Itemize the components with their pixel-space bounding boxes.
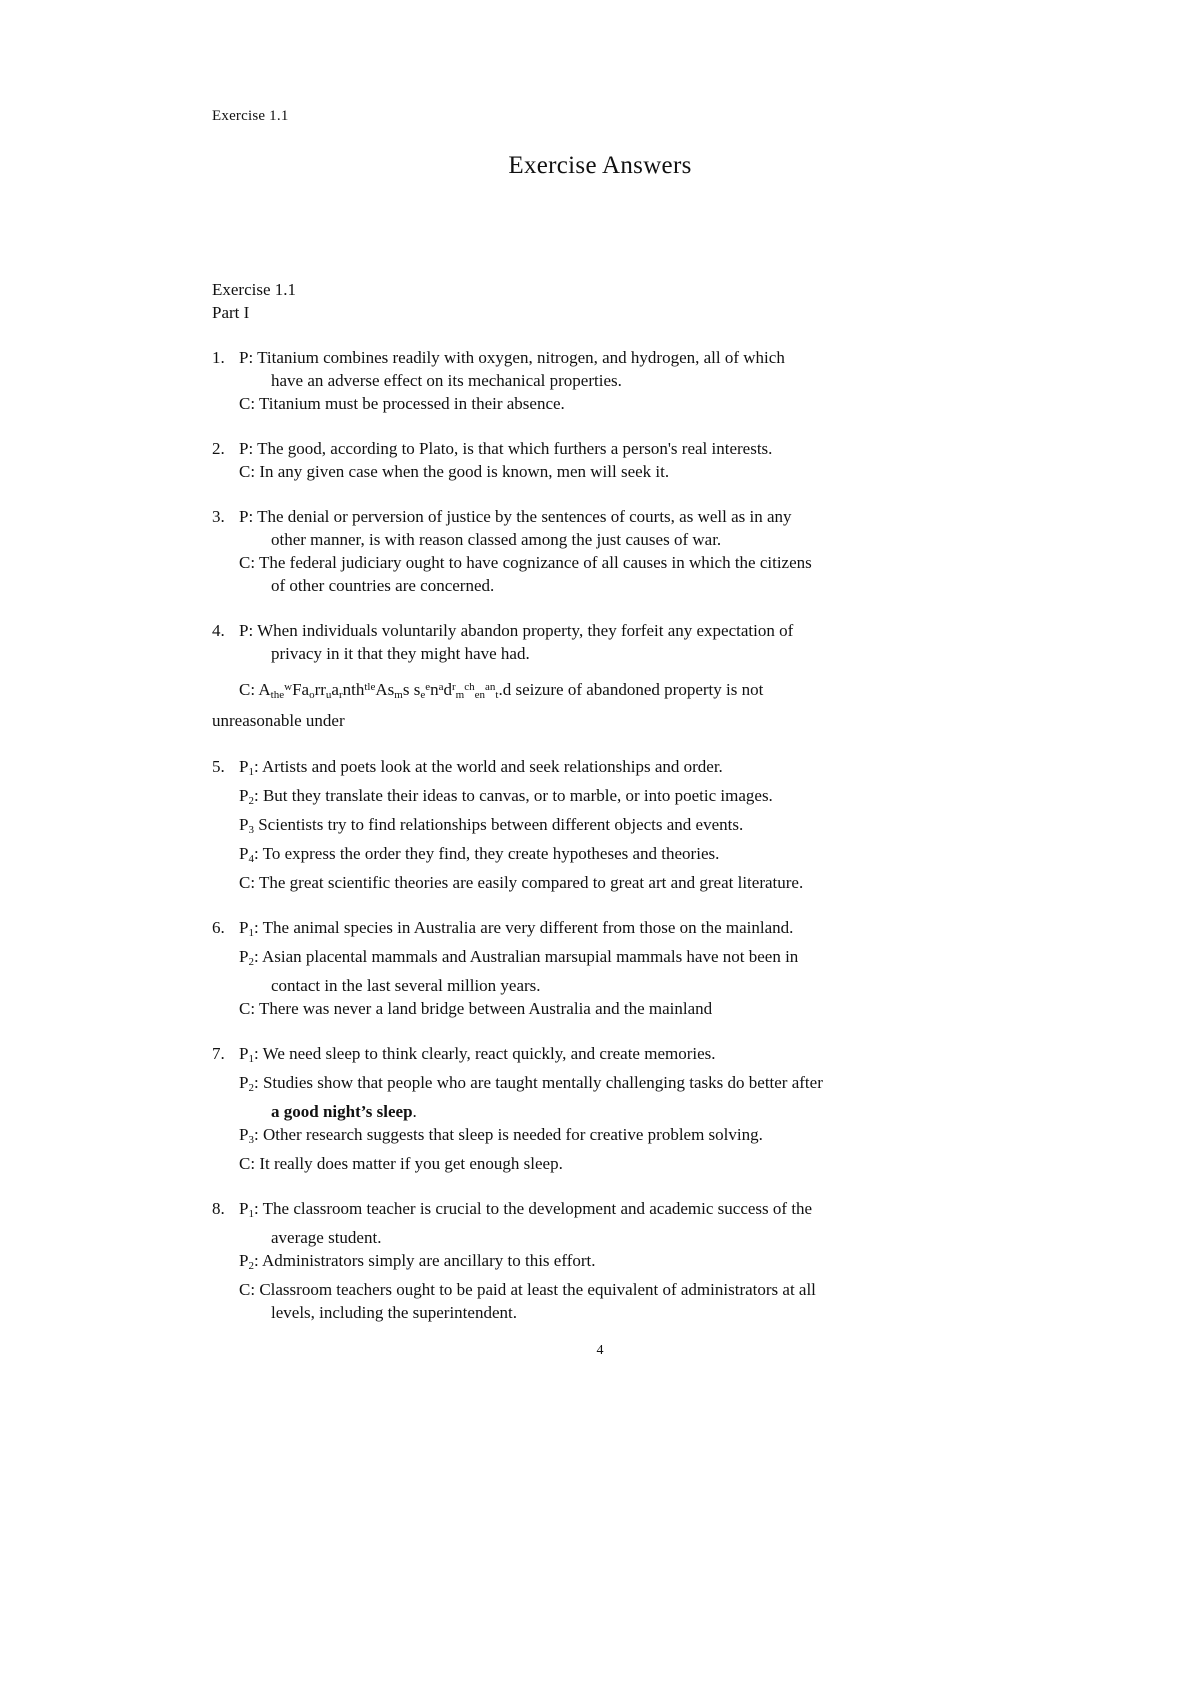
statement-text: The good, according to Plato, is that which furthers a person's real interests.	[253, 439, 773, 458]
part-label: Part I	[212, 303, 250, 322]
statement-line	[239, 916, 992, 945]
garbled-fragment: s	[409, 680, 421, 699]
garbled-fragment: A	[375, 680, 388, 699]
label-letter: C:	[239, 394, 256, 413]
statement-text: In any given case when the good is known, men will seek it.	[255, 462, 670, 481]
garbled-fragment: .	[498, 680, 503, 699]
garbled-conclusion-line	[212, 675, 992, 733]
statement-line	[239, 945, 992, 974]
statement-label	[239, 999, 255, 1018]
statement-text: Studies show that people who are taught mentally challenging tasks do better after	[258, 1073, 823, 1092]
list-item	[212, 437, 992, 483]
garbled-fragment: m	[455, 689, 465, 701]
statement-label	[239, 348, 253, 367]
label-subscript: 2	[248, 795, 254, 807]
garbled-fragment: a	[301, 680, 310, 699]
label-separator: :	[253, 1251, 259, 1270]
garbled-fragment: e	[420, 689, 426, 701]
statement-line	[239, 528, 992, 551]
garbled-fragment: e	[425, 681, 431, 693]
bold-text: a good night’s sleep	[271, 1102, 413, 1121]
label-letter: P	[239, 757, 249, 776]
statement-text: d seizure of abandoned property is not	[502, 680, 764, 699]
statement-text-wrap: unreasonable under	[212, 711, 345, 730]
garbled-fragment: u	[325, 689, 332, 701]
item-number: 5.	[212, 757, 225, 776]
label-letter: P:	[239, 507, 254, 526]
garbled-fragment: n	[430, 680, 439, 699]
statement-label	[239, 553, 255, 572]
statement-text: Titanium combines readily with oxygen, nitrogen, and hydrogen, all of which	[253, 348, 785, 367]
label-letter: C:	[239, 553, 256, 572]
statement-label	[239, 1154, 255, 1173]
statement-label	[239, 786, 259, 805]
statement-line	[239, 346, 992, 369]
label-letter: P	[239, 1073, 249, 1092]
statement-text: We need sleep to think clearly, react quickly, and create memories.	[258, 1044, 716, 1063]
item-number: 2.	[212, 439, 225, 458]
label-subscript: 1	[248, 1053, 254, 1065]
garbled-fragment: the	[270, 689, 285, 701]
list-item	[212, 619, 992, 733]
statement-text: The denial or perversion of justice by the sentences of courts, as well as in any	[253, 507, 792, 526]
statement-line	[239, 1100, 992, 1123]
running-head: Exercise 1.1	[212, 108, 289, 124]
statement-label	[239, 1199, 259, 1218]
statement-line	[239, 1123, 992, 1152]
label-separator: :	[253, 844, 259, 863]
statement-text: Titanium must be processed in their absence.	[255, 394, 565, 413]
item-number: 6.	[212, 918, 225, 937]
label-letter: P	[239, 947, 249, 966]
label-separator: :	[253, 1044, 259, 1063]
statement-text: There was never a land bridge between Australia and the mainland	[255, 999, 713, 1018]
page-number: 4	[596, 1343, 604, 1358]
statement-line	[239, 1042, 992, 1071]
statement-line	[239, 1152, 992, 1175]
statement-label: C:	[239, 680, 256, 699]
statement-line	[239, 551, 992, 574]
label-letter: P	[239, 1199, 249, 1218]
garbled-fragment: F	[292, 680, 302, 699]
garbled-fragment: n	[342, 680, 352, 699]
list-item	[212, 505, 992, 597]
garbled-fragment: en	[474, 689, 486, 701]
statement-line	[239, 842, 992, 871]
statement-label	[239, 1251, 259, 1270]
label-subscript: 1	[248, 766, 254, 778]
statement-label	[239, 757, 259, 776]
garbled-fragment: o	[309, 689, 315, 701]
statement-text: But they translate their ideas to canvas, or to marble, or into poetic images.	[258, 786, 773, 805]
list-item	[212, 916, 992, 1020]
statement-text: contact in the last several million years.	[271, 976, 541, 995]
statement-text: .	[412, 1102, 417, 1121]
statement-line	[239, 974, 992, 997]
statement-line	[239, 574, 992, 597]
exercise-label: Exercise 1.1	[212, 280, 297, 299]
statement-text: have an adverse effect on its mechanical properties.	[271, 371, 622, 390]
list-item	[212, 346, 992, 415]
statement-line	[239, 755, 992, 784]
statement-line	[239, 997, 992, 1020]
label-subscript: 2	[248, 1260, 254, 1272]
garbled-fragment: a	[438, 681, 444, 693]
label-subscript: 3	[248, 824, 254, 836]
statement-line	[239, 1301, 992, 1324]
statement-text: Classroom teachers ought to be paid at least the equivalent of administrators at all	[255, 1280, 816, 1299]
label-separator: :	[253, 786, 259, 805]
label-subscript: 1	[248, 927, 254, 939]
label-letter: P	[239, 1125, 249, 1144]
label-separator: :	[253, 1125, 259, 1144]
statement-label	[239, 1044, 259, 1063]
statement-label	[239, 462, 255, 481]
statement-label	[239, 1125, 259, 1144]
garbled-fragment: an	[485, 681, 496, 693]
garbled-fragment: r	[338, 689, 343, 701]
page-title: Exercise Answers	[508, 152, 692, 179]
garbled-fragment: rr	[314, 680, 326, 699]
statement-line	[239, 460, 992, 483]
label-letter: C:	[239, 999, 256, 1018]
answer-list	[212, 346, 992, 1324]
answers-body	[212, 278, 992, 1346]
statement-label	[239, 439, 253, 458]
statement-line	[239, 813, 992, 842]
statement-label	[239, 1280, 255, 1299]
garbled-fragment: d	[443, 680, 452, 699]
statement-text: When individuals voluntarily abandon property, they forfeit any expectation of	[253, 621, 794, 640]
statement-line	[239, 1071, 992, 1100]
label-subscript: 1	[248, 1208, 254, 1220]
label-separator: :	[253, 757, 259, 776]
item-number: 7.	[212, 1044, 225, 1063]
label-letter: P:	[239, 439, 254, 458]
statement-label	[239, 1073, 259, 1092]
statement-line	[239, 505, 992, 528]
statement-text: average student.	[271, 1228, 382, 1247]
statement-text: The animal species in Australia are very different from those on the mainland.	[258, 918, 794, 937]
statement-text: other manner, is with reason classed among the just causes of war.	[271, 530, 722, 549]
item-number: 1.	[212, 348, 225, 367]
label-letter: P	[239, 786, 249, 805]
garbled-fragment: t	[495, 689, 499, 701]
label-letter: P:	[239, 348, 254, 367]
label-letter: P	[239, 815, 249, 834]
statement-label	[239, 947, 259, 966]
statement-line	[239, 619, 992, 642]
label-letter: C:	[239, 1154, 256, 1173]
label-separator: :	[253, 918, 259, 937]
statement-text: of other countries are concerned.	[271, 576, 495, 595]
statement-line	[239, 1197, 992, 1226]
statement-line	[239, 369, 992, 392]
statement-text: Artists and poets look at the world and seek relationships and order.	[258, 757, 723, 776]
garbled-fragment: s	[402, 680, 410, 699]
label-letter: P	[239, 844, 249, 863]
statement-text: The classroom teacher is crucial to the development and academic success of the	[258, 1199, 813, 1218]
statement-line	[239, 1278, 992, 1301]
statement-line	[239, 784, 992, 813]
garbled-text	[258, 680, 502, 699]
statement-line	[239, 1226, 992, 1249]
garbled-fragment: th	[351, 680, 365, 699]
statement-text: privacy in it that they might have had.	[271, 644, 530, 663]
label-subscript: 2	[248, 1082, 254, 1094]
statement-label	[239, 918, 259, 937]
label-letter: C:	[239, 1280, 256, 1299]
label-letter: P	[239, 1044, 249, 1063]
garbled-fragment: r	[452, 681, 456, 693]
item-number: 4.	[212, 621, 225, 640]
label-subscript: 2	[248, 956, 254, 968]
statement-label	[239, 621, 253, 640]
list-item	[212, 1042, 992, 1175]
statement-text: Asian placental mammals and Australian marsupial mammals have not been in	[258, 947, 799, 966]
label-separator: :	[253, 947, 259, 966]
statement-line	[239, 642, 992, 665]
statement-text: The great scientific theories are easily compared to great art and great literature.	[255, 873, 804, 892]
garbled-fragment: a	[331, 680, 339, 699]
garbled-fragment: ch	[464, 681, 475, 693]
statement-text: To express the order they find, they create hypotheses and theories.	[258, 844, 720, 863]
list-item	[212, 1197, 992, 1324]
statement-line	[239, 392, 992, 415]
statement-text: Administrators simply are ancillary to this effort.	[258, 1251, 596, 1270]
statement-label	[239, 507, 253, 526]
item-number: 3.	[212, 507, 225, 526]
statement-label	[239, 394, 255, 413]
garbled-fragment: s	[387, 680, 395, 699]
statement-text: Scientists try to find relationships between different objects and events.	[253, 815, 744, 834]
label-letter: P:	[239, 621, 254, 640]
statement-label	[239, 873, 255, 892]
label-letter: P	[239, 1251, 249, 1270]
label-separator: :	[253, 1073, 259, 1092]
garbled-fragment: m	[394, 689, 403, 701]
statement-line	[239, 437, 992, 460]
statement-label	[239, 815, 254, 834]
statement-text: Other research suggests that sleep is needed for creative problem solving.	[258, 1125, 763, 1144]
garbled-fragment: tle	[364, 681, 376, 693]
statement-text: levels, including the superintendent.	[271, 1303, 517, 1322]
label-subscript: 3	[248, 1134, 254, 1146]
statement-line	[239, 1249, 992, 1278]
label-separator: :	[253, 1199, 259, 1218]
garbled-fragment: A	[258, 680, 271, 699]
item-number: 8.	[212, 1199, 225, 1218]
label-letter: C:	[239, 462, 256, 481]
statement-text: It really does matter if you get enough sleep.	[255, 1154, 563, 1173]
label-letter: P	[239, 918, 249, 937]
label-letter: C:	[239, 873, 256, 892]
list-item	[212, 755, 992, 894]
label-subscript: 4	[248, 853, 254, 865]
statement-label	[239, 844, 259, 863]
statement-line	[239, 871, 992, 894]
garbled-fragment: w	[284, 681, 293, 693]
statement-text: The federal judiciary ought to have cognizance of all causes in which the citizens	[255, 553, 812, 572]
